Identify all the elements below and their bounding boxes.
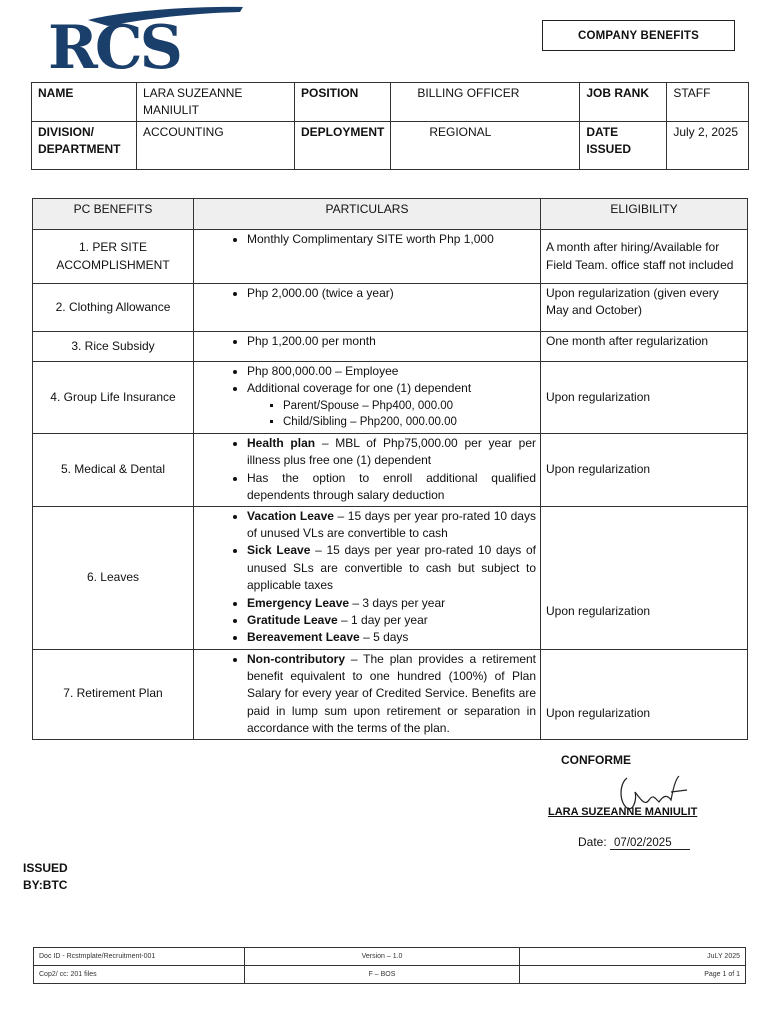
list-item: • Additional coverage for one (1) dependent (247, 380, 536, 397)
benefit-particulars (194, 649, 541, 739)
division-label: DIVISION/ DEPARTMENT (32, 122, 137, 170)
conforme-date (578, 835, 690, 850)
benefit-eligibility: Upon regularization (541, 362, 748, 434)
col-header-particulars: PARTICULARS (194, 199, 541, 230)
date-issued-label: DATE ISSUED (580, 122, 667, 170)
benefit-eligibility: Upon regularization (541, 506, 748, 649)
name-value: LARA SUZEANNE MANIULIT (137, 83, 295, 122)
employee-info-table (31, 82, 749, 170)
benefit-eligibility: One month after regularization (541, 332, 748, 362)
benefit-name: 3. Rice Subsidy (33, 332, 194, 362)
date-label: Date: (578, 835, 607, 849)
list-item: • Sick Leave – 15 days per year pro-rated 10 days of unused SLs are convertible to cash but subject to applicable taxes (247, 542, 536, 594)
issued-line1: ISSUED (23, 861, 68, 875)
list-item: • Health plan – MBL of Php75,000.00 per year per illness plus free one (1) dependent (247, 435, 536, 470)
col-header-benefits: PC BENEFITS (33, 199, 194, 230)
benefit-eligibility: A month after hiring/Available for Field Team. office staff not included (541, 230, 748, 284)
issued-line2: BY:BTC (23, 878, 68, 892)
list-item: • Has the option to enroll additional qualified dependents through salary deduction (247, 470, 536, 505)
table-row (33, 434, 748, 507)
list-item: • Monthly Complimentary SITE worth Php 1,000 (247, 231, 536, 248)
benefit-eligibility: Upon regularization (541, 649, 748, 739)
list-item: ▪ Child/Sibling – Php200, 000.00.00 (283, 414, 536, 430)
benefit-eligibility: Upon regularization (541, 434, 748, 507)
table-row (33, 332, 748, 362)
date-issued-value: July 2, 2025 (667, 122, 749, 170)
footer-version: Version – 1.0 (245, 948, 520, 966)
footer-page: Page 1 of 1 (520, 966, 746, 984)
benefit-name: 2. Clothing Allowance (33, 284, 194, 332)
list-item: • Non-contributory – The plan provides a retirement benefit equivalent to one hundred (100%) of Plan Salary for every year of Credited Service. Benefits are paid in lump sum upon retirement or separation in accordance with the terms of the plan. (247, 651, 536, 738)
list-item: • Emergency Leave – 3 days per year (247, 595, 536, 612)
footer-form: F – BOS (245, 966, 520, 984)
deployment-value: REGIONAL (391, 122, 580, 170)
list-item: • Php 800,000.00 – Employee (247, 363, 536, 380)
conforme-label: CONFORME (561, 753, 631, 767)
list-item: • Php 2,000.00 (twice a year) (247, 285, 536, 302)
signer-name: LARA SUZEANNE MANIULIT (548, 806, 698, 818)
logo-text: RCS (48, 13, 180, 74)
deployment-label: DEPLOYMENT (295, 122, 391, 170)
footer-copy: Cop2/ cc: 201 files (34, 966, 245, 984)
date-value: 07/02/2025 (610, 837, 690, 850)
list-item: ▪ Parent/Spouse – Php400, 000.00 (283, 398, 536, 414)
footer-date: JuLY 2025 (520, 948, 746, 966)
benefit-name: 7. Retirement Plan (33, 649, 194, 739)
benefit-particulars (194, 434, 541, 507)
benefits-header-row (33, 199, 748, 230)
table-row (33, 230, 748, 284)
table-row (33, 362, 748, 434)
benefit-name: 1. PER SITE ACCOMPLISHMENT (33, 230, 194, 284)
benefit-name: 5. Medical & Dental (33, 434, 194, 507)
footer-doc-id: Doc ID - Rcstmplate/Recruitment-001 (34, 948, 245, 966)
col-header-eligibility: ELIGIBILITY (541, 199, 748, 230)
benefit-particulars (194, 230, 541, 284)
position-value: BILLING OFFICER (391, 83, 580, 122)
benefit-particulars (194, 332, 541, 362)
list-item: • Vacation Leave – 15 days per year pro-rated 10 days of unused VLs are convertible to cash (247, 508, 536, 543)
benefit-particulars (194, 284, 541, 332)
jobrank-label: JOB RANK (580, 83, 667, 122)
list-item: • Bereavement Leave – 5 days (247, 629, 536, 646)
company-logo (48, 4, 248, 74)
name-label: NAME (32, 83, 137, 122)
list-item: • Php 1,200.00 per month (247, 333, 536, 350)
benefit-particulars (194, 506, 541, 649)
position-label: POSITION (295, 83, 391, 122)
document-footer-table (33, 947, 746, 984)
benefit-eligibility: Upon regularization (given every May and October) (541, 284, 748, 332)
benefit-particulars (194, 362, 541, 434)
table-row (33, 649, 748, 739)
table-row (33, 284, 748, 332)
table-row (33, 506, 748, 649)
benefits-table (32, 198, 748, 740)
division-value: ACCOUNTING (137, 122, 295, 170)
issued-by (23, 860, 68, 894)
benefit-name: 6. Leaves (33, 506, 194, 649)
document-title: COMPANY BENEFITS (542, 20, 735, 51)
benefit-name: 4. Group Life Insurance (33, 362, 194, 434)
list-item: • Gratitude Leave – 1 day per year (247, 612, 536, 629)
jobrank-value: STAFF (667, 83, 749, 122)
